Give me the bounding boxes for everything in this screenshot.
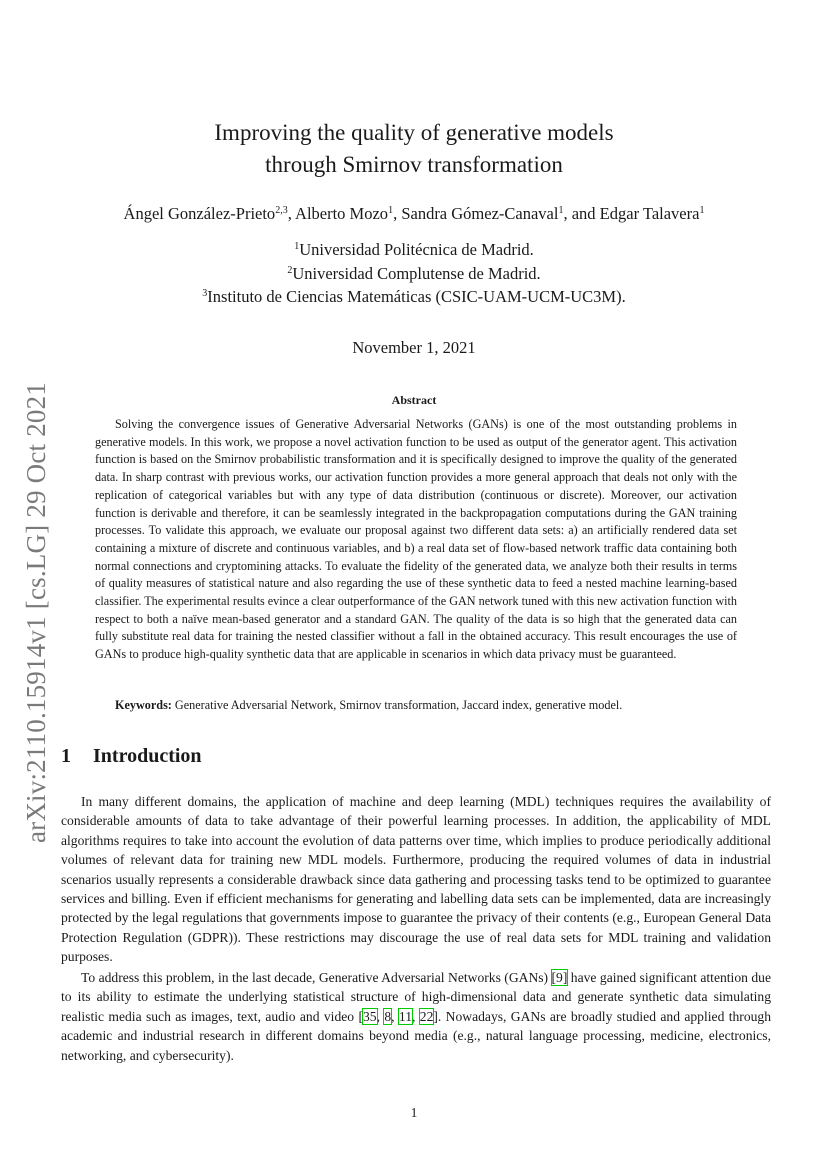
- affiliation-item: [0, 238, 828, 262]
- abstract-body: Solving the convergence issues of Generative Adversarial Networks (GANs) is one of the most outstanding problems in generative models. In this work, we propose a novel activation function to be used as output of the generator agent. This activation function is based on the Smirnov probabilistic transformation and it is specifically designed to improve the quality of the generated data. In sharp contrast with previous works, our activation function provides a more general approach that deals not only with the replication of categorical variables but with any type of data distribution (continuous or discrete). Moreover, our activation function is derivable and therefore, it can be seamlessly integrated in the backpropagation computations during the GAN training processes. To validate this approach, we evaluate our proposal against two different data sets: a) an artificially rendered data set containing a mixture of discrete and continuous variables, and b) a real data set of flow-based network traffic data containing both normal connections and cryptomining attacks. To evaluate the fidelity of the generated data, we analyze both their results in terms of quality measures of statistical nature and also regarding the use of these synthetic data to feed a nested machine learning-based classifier. The experimental results evince a clear outperformance of the GAN network tuned with this new activation function with respect to both a naïve mean-based generator and a standard GAN. The quality of the data is so high that the generated data can fully substitute real data for training the nested classifier without a fall in the obtained accuracy. This result encourages the use of GANs to produce high-quality synthetic data that are applicable in scenarios in which data privacy must be guaranteed.: [95, 417, 737, 662]
- author-name: Sandra Gómez-Canaval: [401, 204, 559, 223]
- author-separator: ,: [393, 204, 402, 223]
- affiliation-item: [0, 262, 828, 286]
- author-affiliation-mark: 1: [388, 205, 394, 216]
- citation-bracket: [: [358, 1008, 363, 1024]
- affiliation-mark: 2: [287, 264, 293, 276]
- citation-link[interactable]: 8: [384, 1008, 392, 1024]
- section-title: Introduction: [93, 745, 202, 767]
- affiliation-name: Universidad Complutense de Madrid.: [292, 263, 541, 283]
- citation-link[interactable]: [9]: [551, 970, 568, 985]
- citation-link[interactable]: 35: [362, 1008, 377, 1024]
- paper-title: [0, 117, 828, 181]
- body-paragraph: In many different domains, the application of machine and deep learning (MDL) techniques requires the availability of considerable amounts of data to take advantage of their powerful learning processes. In addition, the applicability of MDL algorithms requires to take into account the evolution of data patterns over time, which implies to produce periodically additional volumes of relevant data for training new MDL models. Furthermore, producing the required volumes of data in industrial scenarios usually represents a considerable drawback since data gathering and processing tasks tend to be optimized to guarantee services and billing. Even if efficient mechanisms for generating and labelling data sets can be implemented, data are increasingly protected by the legal regulations that governments impose to guarantee the privacy of their contents (e.g., European General Data Protection Regulation (GDPR)). These restrictions may discourage the use of real data sets for MDL training and validation purposes.: [61, 794, 771, 965]
- section-number: 1: [61, 745, 71, 767]
- paragraph-text: . Nowadays, GANs are broadly studied and applied through academic and industrial research in different domains beyond media (e.g., natural language processing, medicine, electronics, networking, and cybersecurity).: [61, 1008, 772, 1063]
- affiliation-mark: 3: [202, 288, 208, 299]
- author-affiliation-mark: 2,3: [275, 205, 288, 216]
- author-name: Ángel González-Prieto: [123, 204, 276, 223]
- author-name: Edgar Talavera: [599, 204, 700, 223]
- arxiv-identifier-stamp: [18, 362, 56, 862]
- affiliation-name: Universidad Politécnica de Madrid.: [299, 240, 534, 259]
- paragraph-text: To address this problem, in the last decade, Generative Adversarial Networks (GANs): [81, 970, 552, 985]
- body-paragraph: To address this problem, in the last decade, Generative Adversarial Networks (GANs) [9] have gained significant attention due to its ability to estimate the underlying statistical structure of high-dimensional data and generate synthetic data simulating realistic media such as images, text, audio and video [35, 8, 11, 22]. Nowadays, GANs are broadly studied and applied through academic and industrial research in different domains beyond media (e.g., natural language processing, medicine, electronics, networking, and cybersecurity).: [61, 970, 772, 1063]
- affiliation-mark: 1: [294, 241, 300, 252]
- citation-link[interactable]: 22: [419, 1008, 434, 1024]
- affiliation-list: [0, 238, 828, 309]
- affiliation-name: Instituto de Ciencias Matemáticas (CSIC-UAM-UCM-UC3M).: [207, 287, 626, 306]
- author-list: [0, 203, 828, 225]
- citation-link[interactable]: 11: [398, 1008, 412, 1024]
- paper-title-line-1: Improving the quality of generative models: [214, 120, 614, 145]
- keywords-list: Generative Adversarial Network, Smirnov transformation, Jaccard index, generative model.: [174, 698, 623, 712]
- publication-date: November 1, 2021: [352, 338, 476, 357]
- citation-bracket: ]: [433, 1008, 438, 1024]
- section-heading: [61, 745, 202, 768]
- arxiv-identifier-text: arXiv:2110.15914v1 [cs.LG] 29 Oct 2021: [21, 381, 52, 843]
- paragraph-text: have gained significant attention due to its ability to estimate the underlying statistical structure of high-dimensional data and generate synthetic data simulating realistic media such as images, text, audio and video: [61, 970, 771, 1024]
- author-affiliation-mark: 1: [558, 205, 564, 216]
- page-number: 1: [410, 1105, 418, 1120]
- paper-title-line-2: through Smirnov transformation: [265, 152, 563, 177]
- author-separator: ,: [287, 204, 296, 223]
- author-affiliation-mark: 1: [699, 205, 705, 216]
- abstract-heading: Abstract: [391, 393, 437, 407]
- keywords-line: [115, 697, 737, 715]
- keywords-label: Keywords:: [115, 698, 172, 712]
- affiliation-item: [0, 285, 828, 309]
- author-name: Alberto Mozo: [295, 204, 389, 223]
- author-separator: , and: [563, 204, 600, 223]
